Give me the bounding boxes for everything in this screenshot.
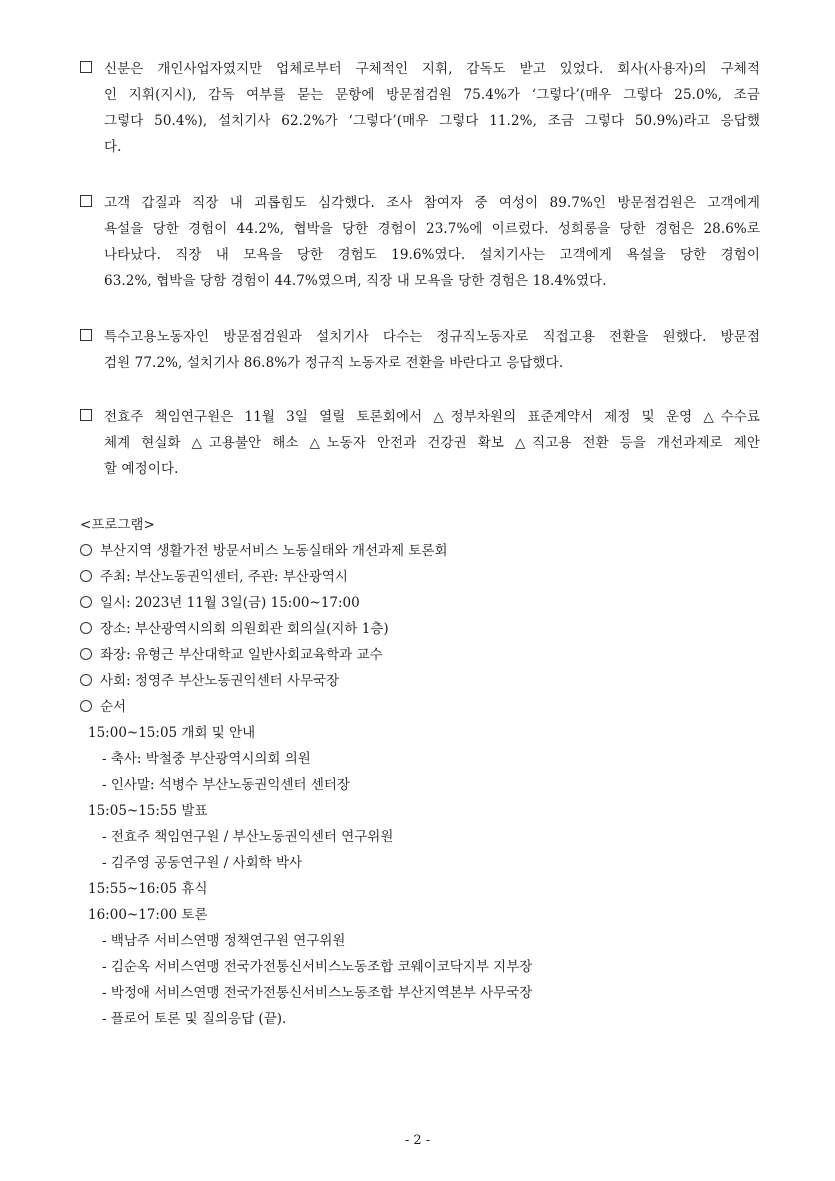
paragraph-supervision xyxy=(80,56,760,160)
program-item: 주최: 부산노동권익센터, 주관: 부산광역시 xyxy=(80,564,760,590)
program-item: 일시: 2023년 11월 3일(금) 15:00~17:00 xyxy=(80,590,760,616)
schedule-detail: - 박정애 서비스연맹 전국가전통신서비스노동조합 부산지역본부 사무국장 xyxy=(102,985,533,1001)
paragraph-line: 검원 77.2%, 설치기사 86.8%가 정규직 노동자로 전환을 바란다고 응답했다. xyxy=(104,355,564,371)
paragraph-line: 다. xyxy=(104,139,122,155)
paragraph-line: 전효주 책임연구원은 11월 3일 열릴 토론회에서 △정부차원의 표준계약서 제정 및 운영 △수수료 xyxy=(104,409,760,425)
circle-bullet-icon xyxy=(80,544,92,556)
paragraph-line: 욕설을 당한 경험이 44.2%, 협박을 당한 경험이 23.7%에 이르렀다. 성희롱을 당한 경험은 28.6%로 xyxy=(104,221,760,237)
program-item: 부산지역 생활가전 방문서비스 노동실태와 개선과제 토론회 xyxy=(80,538,760,564)
schedule-time: 16:00~17:00 토론 xyxy=(88,907,208,923)
paragraph-improvement-tasks xyxy=(80,404,760,482)
checkbox-bullet-icon xyxy=(80,409,92,421)
schedule-time: 15:05~15:55 발표 xyxy=(88,803,208,819)
schedule-time: 15:00~15:05 개회 및 안내 xyxy=(88,725,256,741)
paragraph-line: 그렇다 50.4%), 설치기사 62.2%가 ‘그렇다’(매우 그렇다 11.2%, 조금 그렇다 50.9%)라고 응답했 xyxy=(104,113,760,129)
paragraph-line: 63.2%, 협박을 당함 경험이 44.7%였으며, 직장 내 모욕을 당한 경험은 18.4%였다. xyxy=(104,273,607,289)
schedule-detail: - 축사: 박철중 부산광역시의회 의원 xyxy=(102,751,311,767)
circle-bullet-icon xyxy=(80,570,92,582)
schedule-detail: - 인사말: 석병수 부산노동권익센터 센터장 xyxy=(102,777,350,793)
paragraph-direct-employment xyxy=(80,324,760,376)
paragraph-line: 인 지휘(지시), 감독 여부를 묻는 문항에 방문점검원 75.4%가 ‘그렇다’(매우 그렇다 25.0%, 조금 xyxy=(104,87,760,103)
circle-bullet-icon xyxy=(80,674,92,686)
paragraph-line: 나타났다. 직장 내 모욕을 당한 경험도 19.6%였다. 설치기사는 고객에게 욕설을 당한 경험이 xyxy=(104,247,760,263)
circle-bullet-icon xyxy=(80,622,92,634)
paragraph-line: 신분은 개인사업자였지만 업체로부터 구체적인 지휘, 감독도 받고 있었다. 회사(사용자)의 구체적 xyxy=(104,61,760,77)
paragraph-line: 할 예정이다. xyxy=(104,461,179,477)
paragraph-harassment xyxy=(80,190,760,294)
program-item: 사회: 정영주 부산노동권익센터 사무국장 xyxy=(80,668,760,694)
schedule-detail: - 플로어 토론 및 질의응답 (끝). xyxy=(102,1011,287,1027)
checkbox-bullet-icon xyxy=(80,195,92,207)
circle-bullet-icon xyxy=(80,596,92,608)
circle-bullet-icon xyxy=(80,648,92,660)
paragraph-line: 고객 갑질과 직장 내 괴롭힘도 심각했다. 조사 참여자 중 여성이 89.7%인 방문점검원은 고객에게 xyxy=(104,195,760,211)
checkbox-bullet-icon xyxy=(80,329,92,341)
program-section xyxy=(80,512,760,1032)
paragraph-line: 체계 현실화 △고용불안 해소 △노동자 안전과 건강권 확보 △직고용 전환 등을 개선과제로 제안 xyxy=(104,435,760,451)
schedule-detail: - 전효주 책임연구원 / 부산노동권익센터 연구위원 xyxy=(102,829,394,845)
program-item: 좌장: 유형근 부산대학교 일반사회교육학과 교수 xyxy=(80,642,760,668)
program-item: 장소: 부산광역시의회 의원회관 회의실(지하 1층) xyxy=(80,616,760,642)
schedule-detail: - 김주영 공동연구원 / 사회학 박사 xyxy=(102,855,303,871)
paragraph-line: 특수고용노동자인 방문점검원과 설치기사 다수는 정규직노동자로 직접고용 전환을 원했다. 방문점 xyxy=(104,329,760,345)
program-item: 순서 xyxy=(80,694,760,720)
schedule-detail: - 백남주 서비스연맹 정책연구원 연구위원 xyxy=(102,933,346,949)
page-number: - 2 - xyxy=(404,1133,431,1148)
program-heading: <프로그램> xyxy=(80,517,155,533)
schedule-detail: - 김순옥 서비스연맹 전국가전통신서비스노동조합 코웨이코닥지부 지부장 xyxy=(102,959,533,975)
schedule-time: 15:55~16:05 휴식 xyxy=(88,881,208,897)
checkbox-bullet-icon xyxy=(80,61,92,73)
circle-bullet-icon xyxy=(80,700,92,712)
